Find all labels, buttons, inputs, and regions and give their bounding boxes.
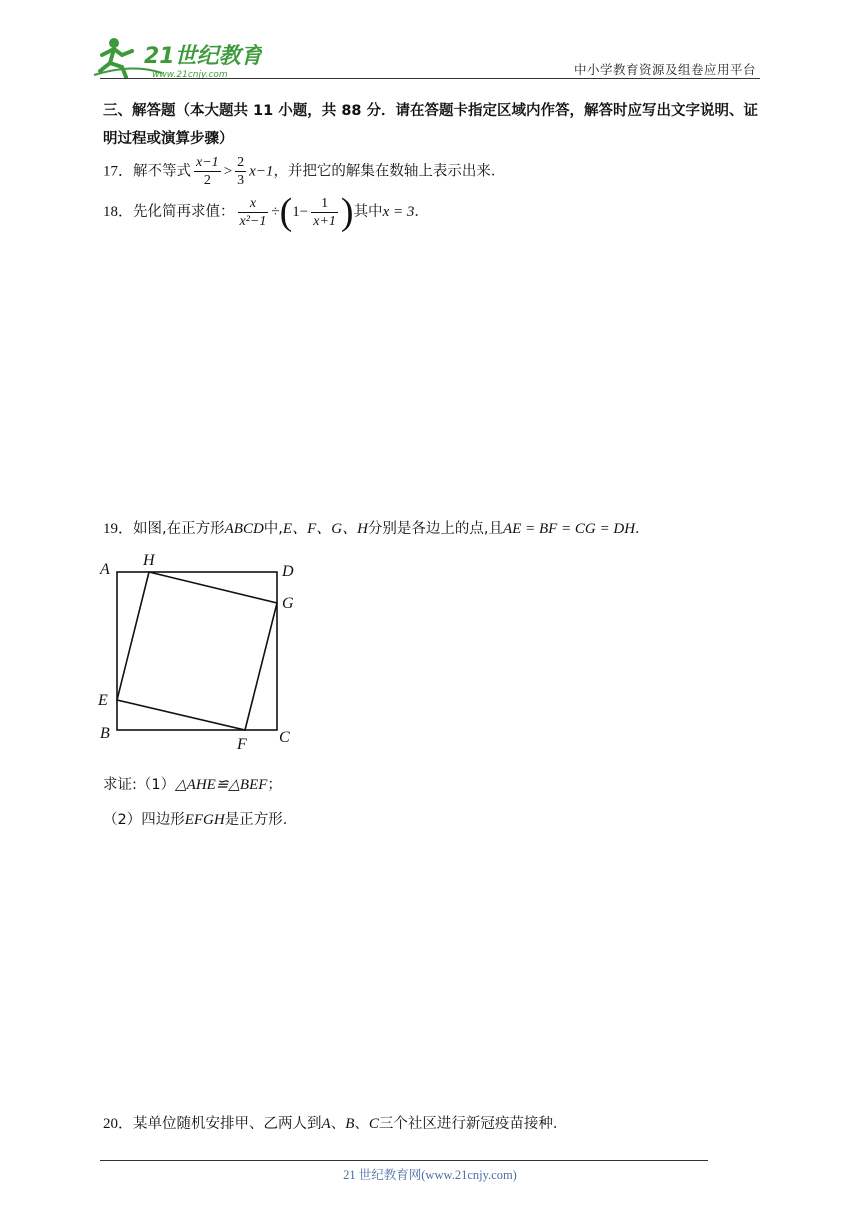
q17-gt: > (223, 163, 233, 180)
q18-fraction-1 (238, 195, 269, 230)
label-d: D (282, 563, 294, 580)
q19-text-b: 中, (263, 521, 283, 537)
proof-1-math: △AHE≌△BEF (175, 777, 268, 793)
q19-abcd: ABCD (224, 521, 264, 537)
right-paren: ) (340, 191, 354, 233)
q17-suffix: ，并把它的解集在数轴上表示出来． (273, 163, 506, 180)
footer-divider (100, 1160, 708, 1161)
q17-prefix: 解不等式 (133, 163, 192, 180)
q18-frac1-denominator: x²−1 (239, 213, 267, 229)
runner-logo-icon (92, 33, 262, 81)
site-logo (92, 33, 262, 81)
q19-text-c: 分别是各边上的点,且 (367, 521, 504, 537)
question-17 (103, 154, 505, 189)
q17-fraction-1 (194, 154, 221, 189)
logo-url: www.21cnjy.com (152, 70, 228, 80)
proof-2-prefix: （2）四边形 (103, 812, 185, 828)
proof-1-end: ； (267, 777, 282, 793)
header-divider (100, 78, 760, 79)
q20-text-b: 三个社区进行新冠疫苗接种． (378, 1116, 568, 1132)
proof-1-prefix: 求证:（1） (103, 777, 176, 793)
q20-text-a: 某单位随机安排甲、乙两人到 (133, 1116, 322, 1132)
q20-c: C (368, 1116, 379, 1132)
label-g: G (282, 595, 294, 612)
q18-one-minus: 1− (292, 204, 309, 220)
label-c: C (279, 729, 290, 746)
platform-name: 中小学教育资源及组卷应用平台 (573, 62, 756, 77)
inner-square-efgh (117, 572, 277, 730)
proof-part-1 (103, 773, 282, 794)
section-heading: 三、解答题（本大题共 11 小题，共 88 分．请在答题卡指定区域内作答，解答时应写出文字说明、证明过程或演算步骤） (103, 103, 759, 147)
q18-frac2-numerator: 1 (311, 195, 338, 213)
footer-link[interactable]: 21 世纪教育网(www.21cnjy.com) (343, 1168, 517, 1182)
q18-fraction-2 (311, 195, 338, 230)
q19-text-a: 如图,在正方形 (133, 521, 225, 537)
q20-sep2: 、 (354, 1116, 369, 1132)
q17-frac2-numerator: 2 (237, 155, 245, 170)
q17-frac1-numerator: x−1 (196, 155, 219, 170)
q18-suffix-math: x = 3 (382, 204, 415, 220)
proof-2-end: 是正方形． (224, 812, 298, 828)
q19-points: E、F、G、H (282, 521, 368, 537)
q18-suffix-text: 其中 (353, 204, 383, 220)
proof-part-2 (103, 808, 297, 829)
q20-b: B (345, 1116, 355, 1132)
q19-equation: AE = BF = CG = DH (503, 521, 636, 537)
logo-text: 21世纪教育 (144, 44, 262, 69)
label-h: H (143, 552, 155, 569)
q17-rhs: x−1 (249, 163, 274, 180)
question-number: 19． (103, 521, 134, 537)
question-19 (103, 517, 650, 538)
question-number: 18． (103, 204, 134, 220)
question-20 (103, 1112, 567, 1133)
q18-div: ÷ (271, 204, 280, 220)
q18-prefix: 先化简再求值： (133, 204, 235, 220)
q18-frac1-numerator: x (238, 195, 269, 213)
q20-sep1: 、 (330, 1116, 346, 1132)
question-18 (103, 193, 429, 231)
label-e: E (98, 692, 108, 709)
left-paren: ( (279, 191, 293, 233)
label-a: A (100, 561, 110, 578)
q17-fraction-2 (235, 154, 246, 189)
q17-frac2-denominator: 3 (237, 173, 245, 188)
square-figure (96, 552, 306, 757)
q18-end: ． (414, 204, 429, 220)
q17-frac1-denominator: 2 (203, 173, 211, 188)
question-number: 17． (103, 163, 134, 180)
q18-frac2-denominator: x+1 (313, 213, 336, 229)
question-number: 20． (103, 1116, 134, 1132)
q19-end: ． (635, 521, 650, 537)
proof-2-math: EFGH (184, 812, 225, 828)
label-f: F (237, 736, 247, 753)
label-b: B (100, 725, 110, 742)
q20-a: A (321, 1116, 331, 1132)
